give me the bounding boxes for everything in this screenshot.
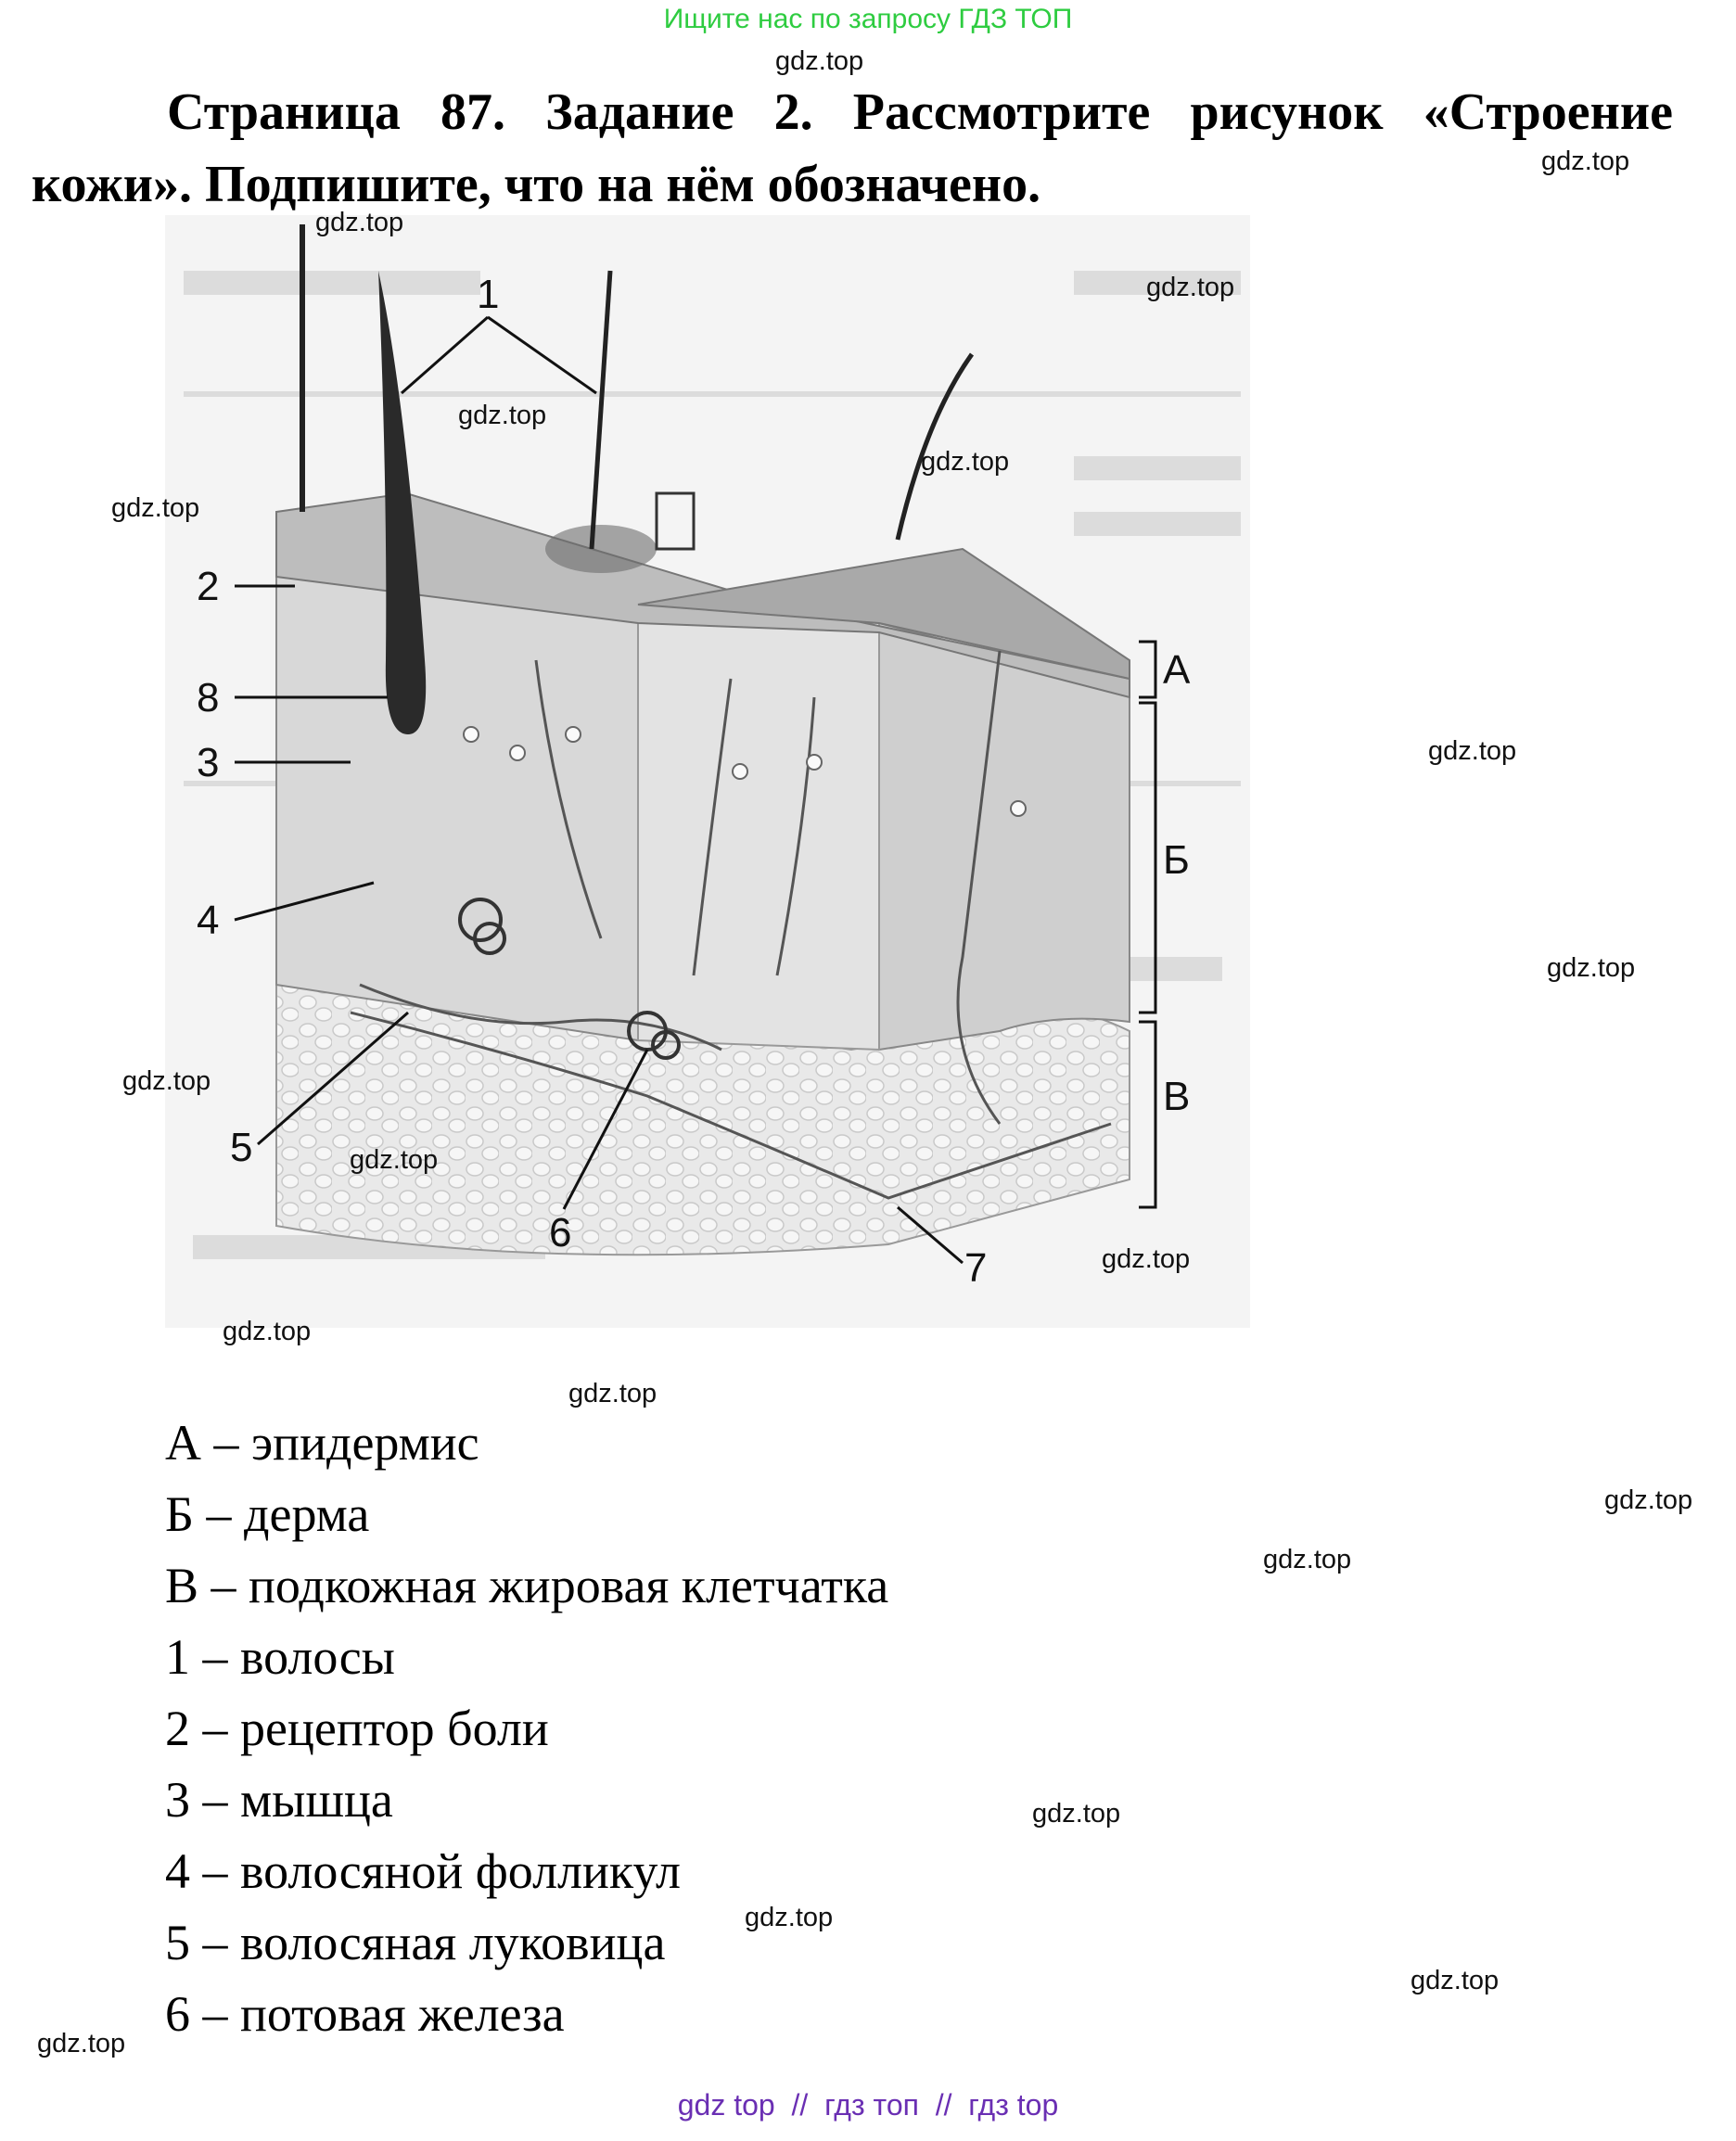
watermark: gdz.top [37,2029,126,2058]
watermark: gdz.top [1547,953,1636,983]
watermark: gdz.top [1410,1966,1500,1995]
skin-structure-figure [165,215,1250,1337]
answer-line: 2 – рецептор боли [165,1701,549,1756]
label-2: 2 [197,564,220,609]
label-A: А [1163,647,1191,693]
watermark: gdz.top [223,1317,312,1346]
answer-list [165,1408,888,2050]
answer-line: Б – дерма [165,1486,370,1542]
footer-links[interactable]: gdz top // гдз топ // гдз top [677,2088,1059,2122]
answer-line: А – эпидермис [165,1415,479,1471]
dermis-front [276,567,638,1040]
watermark: gdz.top [315,208,404,237]
label-3: 3 [197,740,220,785]
answer-line: В – подкожная жировая клетчатка [165,1558,889,1613]
watermark: gdz.top [458,401,547,430]
answer-line: 3 – мышца [165,1772,393,1828]
watermark: gdz.top [1032,1799,1121,1829]
task-title: Страница 87. Задание 2. Рассмотрите рисунок «Строение кожи». Подпишите, что на нём обозначено. [32,83,1673,213]
label-8: 8 [197,675,220,720]
search-note: Ищите нас по запросу ГДЗ ТОП [663,4,1073,34]
watermark: gdz.top [122,1066,211,1096]
watermark: gdz.top [350,1145,439,1175]
dermis-middle [638,614,879,1050]
label-V: В [1163,1074,1191,1119]
label-4: 4 [197,898,220,943]
answer-line: 5 – волосяная луковица [165,1915,666,1970]
watermark: gdz.top [1541,147,1630,176]
answer-line: 1 – волосы [165,1629,395,1685]
watermark: gdz.top [745,1903,834,1932]
label-7: 7 [964,1245,988,1291]
pore-shadow [545,525,657,573]
label-1: 1 [477,272,500,317]
watermark: gdz.top [775,46,864,76]
watermark: gdz.top [1102,1244,1191,1274]
answer-line: 4 – волосяной фолликул [165,1843,681,1899]
watermark: gdz.top [568,1379,657,1408]
answer-line: 6 – потовая железа [165,1986,565,2042]
label-B-cyr: Б [1163,837,1190,883]
watermark: gdz.top [1146,273,1235,302]
watermark: gdz.top [921,447,1010,477]
watermark: gdz.top [1428,736,1517,766]
watermark: gdz.top [1604,1485,1693,1515]
watermark: gdz.top [1263,1545,1352,1574]
label-6: 6 [549,1210,572,1255]
watermark: gdz.top [111,493,200,523]
label-5: 5 [230,1125,253,1170]
